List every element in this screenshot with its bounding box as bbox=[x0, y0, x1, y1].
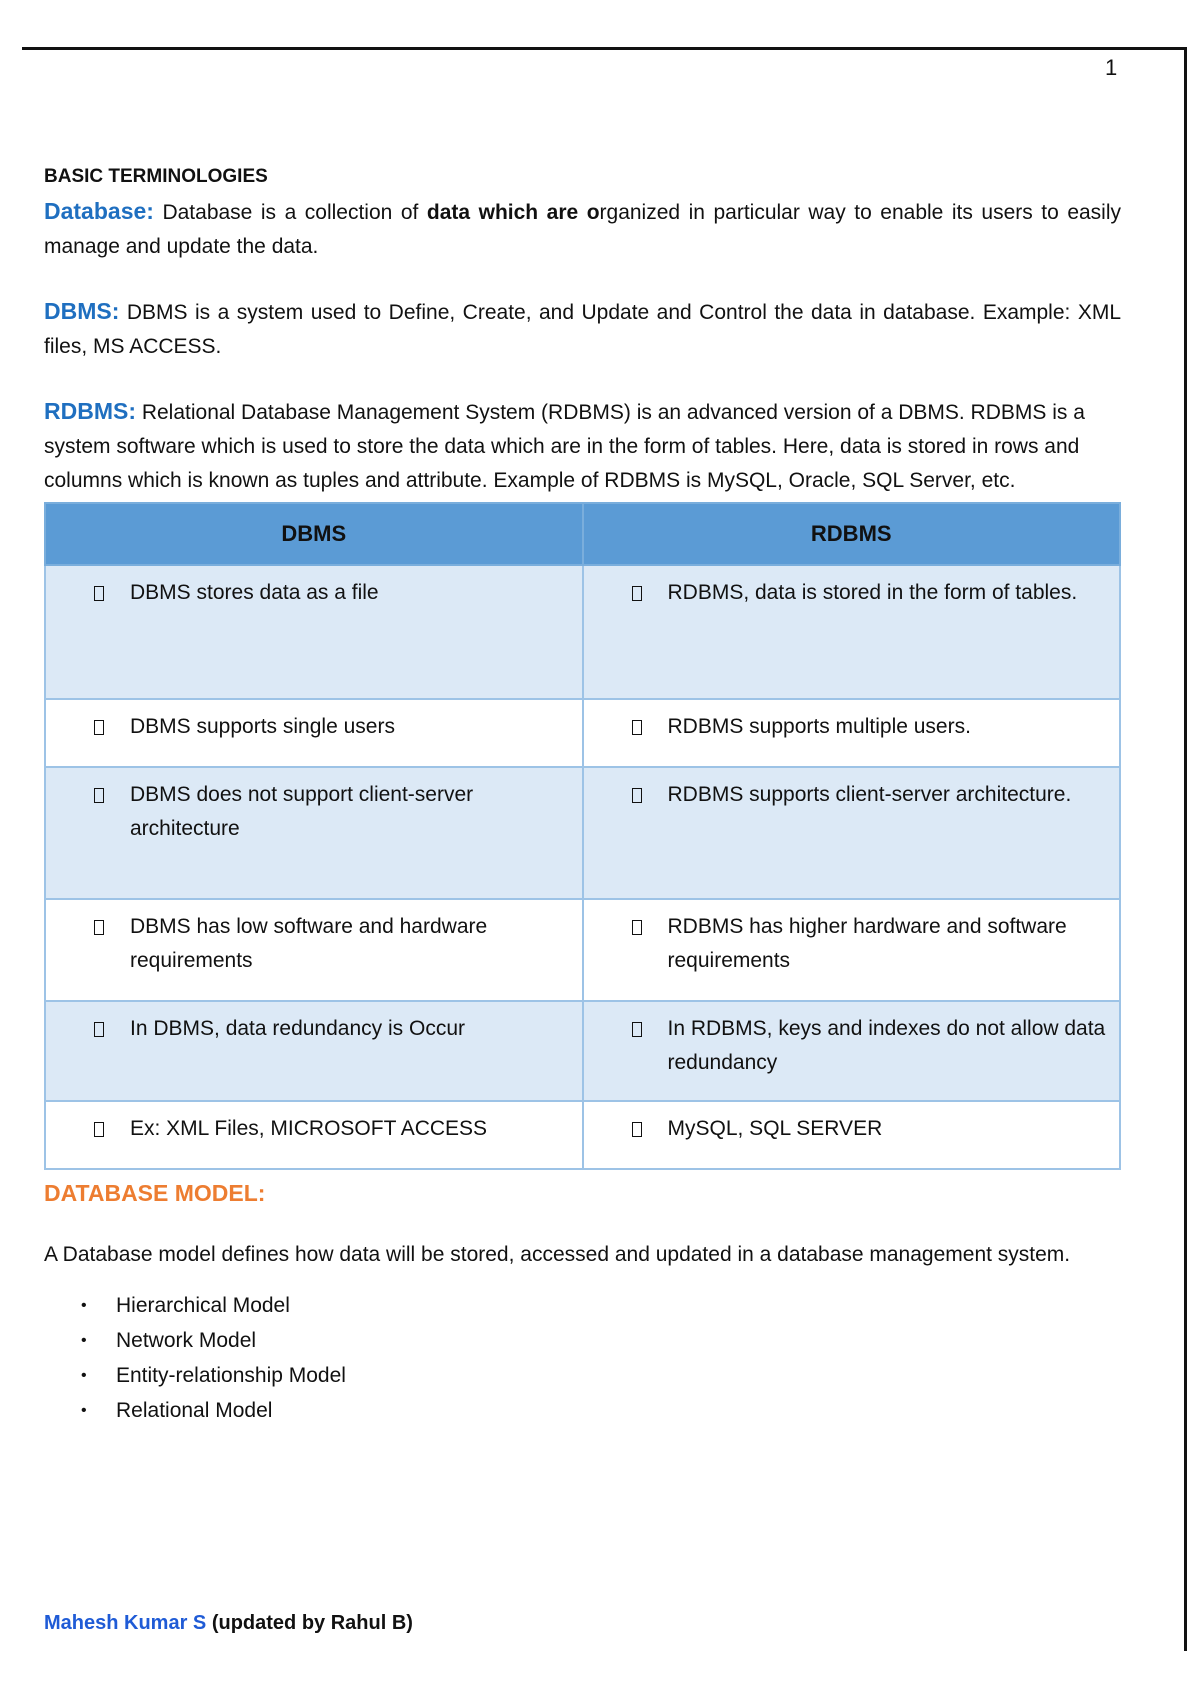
table-cell bbox=[583, 767, 1121, 899]
section-title-database-model: DATABASE MODEL: bbox=[44, 1180, 266, 1206]
table-header-rdbms: RDBMS bbox=[583, 503, 1121, 565]
footer-note: (updated by Rahul B) bbox=[206, 1612, 413, 1634]
definition-database-bold: data which are o bbox=[426, 201, 600, 224]
checkbox-glyph-icon bbox=[94, 586, 104, 601]
page-number: 1 bbox=[1105, 55, 1118, 80]
cell-text: RDBMS supports client-server architecture. bbox=[667, 783, 1072, 806]
term-database: Database: bbox=[44, 198, 154, 224]
table-row bbox=[45, 565, 1120, 699]
checkbox-glyph-icon bbox=[632, 1022, 642, 1037]
table-row bbox=[45, 699, 1120, 767]
cell-text: In RDBMS, keys and indexes do not allow data redundancy bbox=[667, 1017, 1106, 1074]
table-cell bbox=[45, 899, 583, 1001]
database-model-description: A Database model defines how data will be stored, accessed and updated in a database management system. bbox=[44, 1243, 1071, 1266]
term-rdbms: RDBMS: bbox=[44, 398, 136, 424]
checkbox-glyph-icon bbox=[94, 1122, 104, 1137]
table-row bbox=[45, 1101, 1120, 1169]
cell-text: RDBMS supports multiple users. bbox=[667, 715, 971, 738]
list-item: • Entity-relationship Model bbox=[116, 1358, 1121, 1393]
definition-dbms-text: DBMS is a system used to Define, Create, and Update and Control the data in database. Example: XML files, MS ACCESS. bbox=[44, 301, 1121, 358]
cell-text: RDBMS, data is stored in the form of tables. bbox=[667, 581, 1078, 604]
definition-rdbms-text: Relational Database Management System (RDBMS) is an advanced version of a DBMS. RDBMS is a system software which is used to store the data which are in the form of tables. Here, data is stored in rows and columns which is known as tuples and attribute. Example of RDBMS is MySQL, Oracle, SQL Server, etc. bbox=[44, 401, 1085, 492]
cell-text: DBMS stores data as a file bbox=[130, 581, 379, 604]
list-item: • Relational Model bbox=[116, 1393, 1121, 1428]
cell-text: Ex: XML Files, MICROSOFT ACCESS bbox=[130, 1117, 488, 1140]
cell-text: DBMS does not support client-server architecture bbox=[130, 783, 474, 840]
checkbox-glyph-icon bbox=[632, 920, 642, 935]
page-footer bbox=[44, 1612, 413, 1635]
checkbox-glyph-icon bbox=[94, 720, 104, 735]
table-cell bbox=[45, 565, 583, 699]
term-dbms: DBMS: bbox=[44, 298, 120, 324]
table-cell bbox=[583, 1101, 1121, 1169]
table-cell bbox=[45, 699, 583, 767]
cell-text: In DBMS, data redundancy is Occur bbox=[130, 1017, 465, 1040]
list-item: • Network Model bbox=[116, 1323, 1121, 1358]
table-row bbox=[45, 1001, 1120, 1101]
definition-rdbms bbox=[44, 394, 1121, 498]
page-content bbox=[44, 160, 1121, 1428]
cell-text: RDBMS has higher hardware and software requirements bbox=[667, 915, 1067, 972]
definition-dbms bbox=[44, 294, 1121, 364]
definition-database bbox=[44, 194, 1121, 264]
table-cell bbox=[583, 699, 1121, 767]
checkbox-glyph-icon bbox=[94, 920, 104, 935]
checkbox-glyph-icon bbox=[632, 586, 642, 601]
cell-text: DBMS supports single users bbox=[130, 715, 395, 738]
table-cell bbox=[45, 1001, 583, 1101]
table-header-dbms: DBMS bbox=[45, 503, 583, 565]
page-border-right bbox=[1184, 47, 1187, 1651]
page-heading: BASIC TERMINOLOGIES bbox=[44, 166, 268, 187]
cell-text: MySQL, SQL SERVER bbox=[667, 1117, 883, 1140]
checkbox-glyph-icon bbox=[632, 788, 642, 803]
table-row bbox=[45, 767, 1120, 899]
comparison-table bbox=[44, 502, 1121, 1170]
list-item: • Hierarchical Model bbox=[116, 1288, 1121, 1323]
table-cell bbox=[583, 565, 1121, 699]
checkbox-glyph-icon bbox=[632, 720, 642, 735]
checkbox-glyph-icon bbox=[632, 1122, 642, 1137]
cell-text: DBMS has low software and hardware requirements bbox=[130, 915, 488, 972]
database-model-list bbox=[44, 1288, 1121, 1428]
checkbox-glyph-icon bbox=[94, 1022, 104, 1037]
checkbox-glyph-icon bbox=[94, 788, 104, 803]
page-border-top bbox=[22, 47, 1187, 50]
definition-database-text-a: Database is a collection of bbox=[153, 201, 427, 224]
definition-database-text-b: rganized in particular way to enable its users to easily manage and update the data. bbox=[44, 201, 1122, 258]
table-cell bbox=[583, 1001, 1121, 1101]
footer-author: Mahesh Kumar S bbox=[44, 1612, 207, 1634]
table-cell bbox=[583, 899, 1121, 1001]
table-cell bbox=[45, 1101, 583, 1169]
table-row bbox=[45, 899, 1120, 1001]
table-cell bbox=[45, 767, 583, 899]
